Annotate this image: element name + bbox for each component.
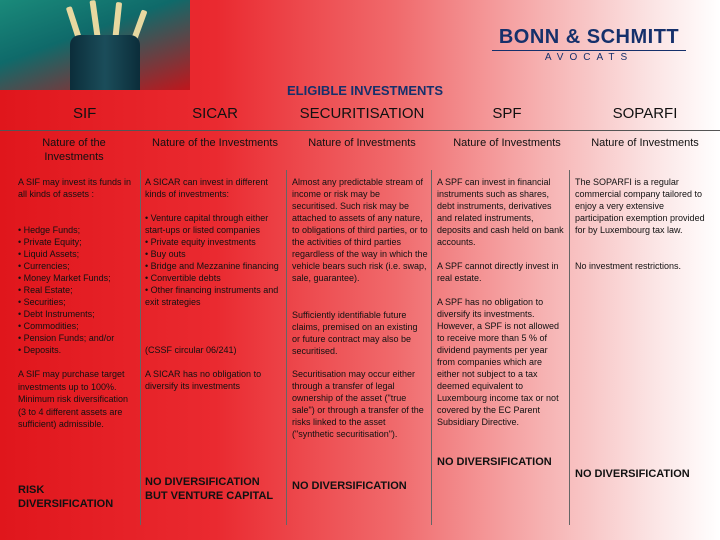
list-item: • Money Market Funds; (18, 273, 111, 283)
sicar-bottom-label: NO DIVERSIFICATION BUT VENTURE CAPITAL (145, 476, 274, 502)
list-item: • Securities; (18, 297, 66, 307)
sicar-intro: A SICAR can invest in different kinds of investments: (145, 177, 268, 199)
column-title: SPF (492, 105, 522, 122)
list-item: • Pension Funds; and/or (18, 333, 115, 343)
column-divider (569, 170, 570, 525)
column-title: SOPARFI (612, 105, 678, 122)
list-item: • Debt Instruments; (18, 309, 95, 319)
column-divider (286, 170, 287, 525)
column-divider (140, 170, 141, 525)
page-title: ELIGIBLE INVESTMENTS (286, 83, 443, 98)
column-title: SIF (73, 105, 97, 122)
list-item: • Currencies; (18, 261, 70, 271)
pencil-cup (70, 35, 140, 90)
column-divider (431, 170, 432, 525)
list-item: • Hedge Funds; (18, 225, 81, 235)
logo-name: BONN & SCHMITT (498, 26, 680, 48)
spf-p1: A SPF can invest in financial instruments such as shares, debt instruments, derivatives and related instruments, deposits and cash held on bank accounts. (437, 177, 564, 247)
list-item: • Commodities; (18, 321, 79, 331)
sif-intro: A SIF may invest its funds in all kinds of assets : (18, 177, 132, 199)
list-item: • Private Equity; (18, 237, 82, 247)
sicar-circular: (CSSF circular 06/241) (145, 345, 237, 355)
column-nature-label: Nature of Investments (453, 137, 561, 149)
column-title: SICAR (192, 105, 238, 122)
list-item: • Private equity investments (145, 237, 256, 247)
list-item: • Bridge and Mezzanine financing (145, 261, 279, 271)
company-logo (474, 26, 704, 63)
list-item: • Buy outs (145, 249, 186, 259)
soparfi-p1: The SOPARFI is a regular commercial company tailored to enjoy a very extensive participation exemption provided for by Luxembourg tax law. (575, 177, 705, 235)
list-item: • Convertible debts (145, 273, 221, 283)
column-nature-label: Nature of Investments (308, 137, 416, 149)
spf-p3: A SPF has no obligation to diversify its investments. However, a SPF is not allowed to receive more than 5 % of dividend payments per year from companies which are either not subject to a tax deemed equivalent to Luxembourg income tax or not covered by the EC Parent Subsidiary Directive. (437, 297, 560, 427)
list-item: • Other financing instruments and exit strategies (145, 285, 279, 307)
sif-bottom-label: RISK DIVERSIFICATION (18, 484, 114, 510)
soparfi-bottom-label: NO DIVERSIFICATION (575, 468, 690, 480)
sicar-investment-list (145, 212, 283, 308)
soparfi-p2: No investment restrictions. (575, 261, 682, 271)
spf-bottom-label: NO DIVERSIFICATION (437, 456, 552, 468)
logo-subtitle: AVOCATS (544, 52, 634, 63)
column-nature-label: Nature of the Investments (152, 137, 278, 149)
logo-divider (492, 50, 686, 51)
sif-purchase-note: A SIF may purchase target investments up to 100%. Minimum risk diversification (3 to 4 different assets are sufficient) admissible. (18, 369, 129, 429)
securitisation-p2: Sufficiently identifiable future claims, premised on an existing or future contract may also be securitised. (292, 310, 418, 356)
securitisation-p3: Securitisation may occur either through a transfer of legal ownership of the asset ("true sale") or through a transfer of the risks linked to the asset ("synthetic securitisation"). (292, 369, 424, 439)
column-title: SECURITISATION (299, 105, 425, 122)
column-sicar (145, 105, 285, 186)
list-item: • Real Estate; (18, 285, 73, 295)
list-item: • Deposits. (18, 345, 62, 355)
list-item: • Liquid Assets; (18, 249, 80, 259)
column-spf (437, 105, 577, 186)
sif-asset-list (18, 224, 136, 356)
header-photo-pencil-cup (0, 0, 190, 90)
spf-p2: A SPF cannot directly invest in real estate. (437, 261, 559, 283)
list-item: • Venture capital through either start-ups or listed companies (145, 213, 269, 235)
securitisation-bottom-label: NO DIVERSIFICATION (292, 480, 407, 492)
column-nature-label: Nature of the Investments (42, 137, 106, 163)
column-securitisation (292, 105, 432, 186)
sicar-no-obligation: A SICAR has no obligation to diversify its investments (145, 369, 262, 391)
column-soparfi (575, 105, 715, 186)
column-sif (18, 105, 130, 186)
column-nature-label: Nature of Investments (591, 137, 699, 149)
securitisation-p1: Almost any predictable stream of income or risk may be securitised. Such risk may be attached to assets of any nature, to obligations of third parties, or to the activities of third parties regardless of the way in which the vehicle bears such risk (i.e. swap, sale, guarantee). (292, 177, 428, 283)
